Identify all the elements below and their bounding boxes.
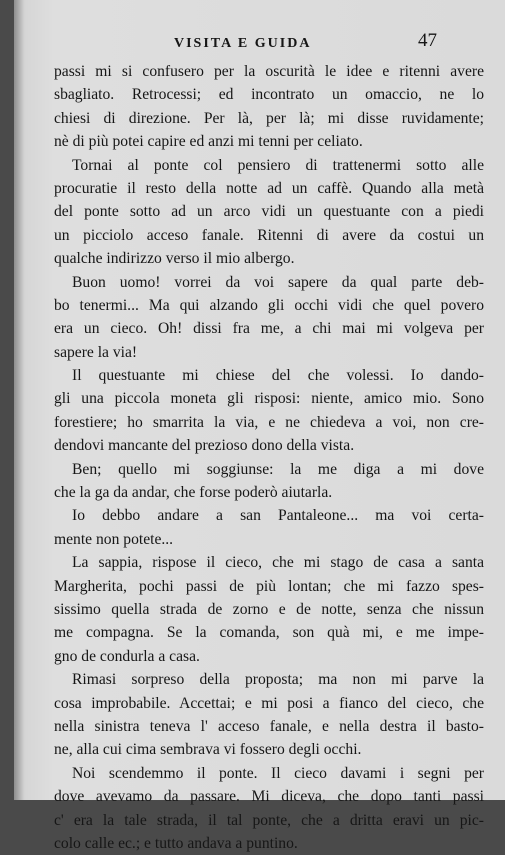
text-line: dove avevamo da passare. Mi diceva, che dopo tanti passi [54, 788, 484, 806]
text-line: c' era la tale strada, il tal ponte, che a dritta eravi un pic- [54, 811, 484, 829]
text-line: colo calle ec.; e tutto andava a puntino. [54, 834, 298, 852]
text-line: me compagna. Se la comanda, son quà mi, e me impe- [54, 624, 484, 642]
text-line: bo tenermi... Ma qui alzando gli occhi vidi che quel povero [54, 296, 484, 314]
text-line: forestiere; ho smarrita la via, e ne chiedeva a voi, non cre- [54, 413, 484, 431]
text-line: un picciolo acceso fanale. Ritenni di avere da costui un [54, 226, 484, 244]
body-text [54, 60, 484, 855]
text-line: che la ga da andar, che forse poderò aiutarla. [54, 484, 333, 502]
text-line: Tornai al ponte col pensiero di trattenermi sotto alle [72, 156, 484, 174]
page-number: 47 [418, 30, 437, 51]
text-line: Noi scendemmo il ponte. Il cieco davami i segni per [72, 764, 484, 782]
text-line: nella sinistra teneva l' acceso fanale, e nella destra il basto- [54, 717, 484, 735]
page-gutter-shadow [14, 0, 24, 800]
running-title: VISITA E GUIDA [174, 36, 312, 51]
page-header [14, 30, 505, 54]
text-line: sapere la via! [54, 343, 138, 361]
text-line: sbagliato. Retrocessi; ed incontrato un omaccio, ne lo [54, 86, 484, 104]
text-line: Margherita, pochi passi de più lontan; che mi fazzo spes- [54, 577, 484, 595]
text-line: del ponte sotto ad un arco vidi un questuante con a piedi [54, 203, 484, 221]
text-line: Ben; quello mi soggiunse: la me diga a mi dove [72, 460, 484, 478]
book-page [14, 0, 505, 852]
text-line: chiesi di direzione. Per là, per là; mi disse ruvidamente; [54, 109, 484, 127]
text-line: procuratie il resto della notte ad un caffè. Quando alla metà [54, 179, 484, 197]
text-line: qualche indirizzo verso il mio albergo. [54, 250, 295, 268]
text-line: dendovi mancante del prezioso dono della vista. [54, 437, 355, 455]
text-line: ne, alla cui cima sembrava vi fossero degli occhi. [54, 741, 362, 759]
text-line: Buon uomo! vorrei da voi sapere da qual parte deb- [72, 273, 484, 291]
text-line: nè di più potei capire ed anzi mi tenni per celiato. [54, 133, 363, 151]
text-line: era un cieco. Oh! dissi fra me, a chi mai mi volgeva per [54, 320, 484, 338]
text-line: sissimo quella strada de zorno e de notte, senza che nissun [54, 600, 484, 618]
text-line: gli una piccola moneta gli risposi: niente, amico mio. Sono [54, 390, 484, 408]
text-line: gno de condurla a casa. [54, 647, 200, 665]
text-line: Il questuante mi chiese del che volessi. Io dando- [72, 367, 484, 385]
text-line: passi mi si confusero per la oscurità le idee e ritenni avere [54, 63, 484, 80]
text-line: Io debbo andare a san Pantaleone... ma voi certa- [72, 507, 484, 525]
text-line: mente non potete... [54, 530, 174, 548]
text-line: cosa improbabile. Accettai; e mi posi a fianco del cieco, che [54, 694, 484, 712]
text-line: La sappia, rispose il cieco, che mi stago de casa a santa [72, 554, 484, 572]
text-line: Rimasi sorpreso della proposta; ma non mi parve la [72, 671, 484, 689]
